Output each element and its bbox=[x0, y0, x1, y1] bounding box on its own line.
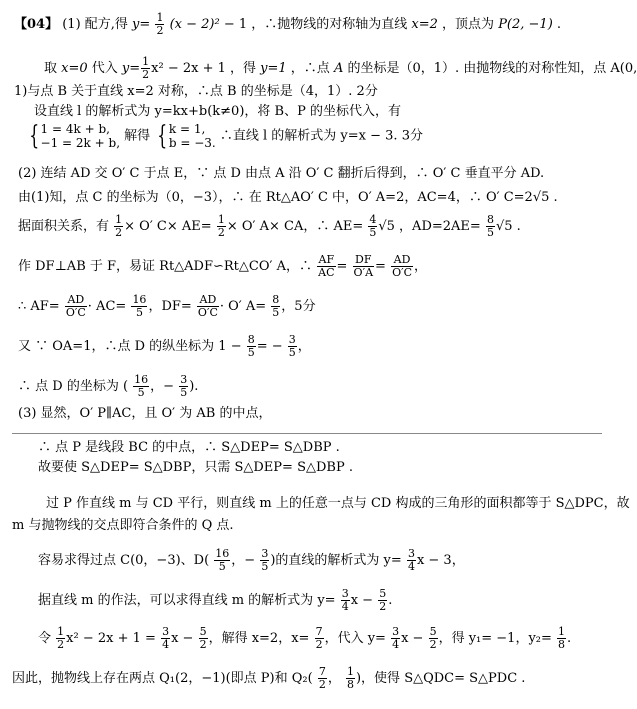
frac-half: $\frac{1}{2}$ bbox=[156, 11, 164, 37]
line-m-line: 据直线 m 的作法，可以求得直线 m 的解析式为 y= $\frac{3}{4}$ x − $\frac{5}{2}$ . bbox=[38, 587, 393, 613]
d-ordinate-line: 又 ∵ OA=1，∴点 D 的纵坐标为 1 − $\frac{8}{5}$ = − $\frac{3}{5}$ ， bbox=[18, 333, 311, 359]
divider bbox=[12, 433, 602, 434]
d-coordinate-line: ∴ 点 D 的坐标为 ( $\frac{16}{5}$ ，− $\frac{3}{5}$ ). bbox=[18, 373, 199, 399]
area-relation-line: 据面积关系，有 $\frac{1}{2}$ × O′ C× AE= $\frac{1}{2}$ × O′ A× CA，∴ AE= $\frac{4}{5}$ √5 ，AD=2AE= $\frac{8}{5}$ √5 . bbox=[18, 213, 521, 239]
part2-line: (2) 连结 AD 交 O′ C 于点 E，∵ 点 D 由点 A 沿 O′ C 翻折后得到，∴ O′ C 垂直平分 AD. bbox=[18, 166, 545, 181]
point-a-line: 取 x=0 代入 y= $\frac{1}{2}$ x² − 2x + 1 ，得 y=1 ，∴点 A 的坐标是（0，1）. 由抛物线的对称性知，点 A(0, bbox=[44, 55, 637, 81]
midpoint-line: ∴ 点 P 是线段 BC 的中点，∴ S△DEP= S△DBP . bbox=[38, 440, 340, 455]
system-line: { 1 = 4k + b, −1 = 2k + b, 解得 { k = 1, b = −3. ∴直线 l 的解析式为 y=x − 3. 3分 bbox=[29, 121, 423, 151]
part1-line: 【04】 (1) 配方,得 y= $\frac{1}{2}$ (x − 2)² − 1 ，∴抛物线的对称轴为直线 x=2 ，顶点为 P(2, −1) . bbox=[14, 11, 562, 37]
point-b-line: 1)与点 B 关于直线 x=2 对称，∴点 B 的坐标是（4，1）. 2分 bbox=[14, 84, 378, 99]
point-c-line: 由(1)知，点 C 的坐标为（0，−3），∴ 在 Rt△AO′ C 中，O′ A=2，AC=4，∴ O′ C=2√5 . bbox=[18, 190, 558, 205]
af-df-line: ∴ AF= $\frac{AD}{O'C}$ · AC= $\frac{16}{5}$ ，DF= $\frac{AD}{O'C}$ · O′ A= $\frac{8}{5}$ ，5分 bbox=[18, 293, 316, 319]
condition-line: 故要使 S△DEP= S△DBP，只需 S△DEP= S△DBP . bbox=[38, 460, 353, 475]
problem-number: 【04】 bbox=[14, 17, 59, 32]
line-l-setup: 设直线 l 的解析式为 y=kx+b(k≠0)，将 B、P 的坐标代入，有 bbox=[34, 104, 401, 119]
part3-line: (3) 显然，O′ P∥AC，且 O′ 为 AB 的中点， bbox=[18, 406, 272, 421]
conclusion-line: 因此，抛物线上存在两点 Q₁(2，−1)(即点 P)和 Q₂( $\frac{7}{2}$ ， $\frac{1}{8}$ )，使得 S△QDC= S△PDC . bbox=[12, 665, 526, 691]
similarity-line: 作 DF⊥AB 于 F，易证 Rt△ADF∽Rt△CO′ A，∴ $\frac{AF}{AC}$ = $\frac{DF}{O'A}$ = $\frac{AD}{O'C}$ ， bbox=[18, 253, 428, 279]
parallel-line: 过 P 作直线 m 与 CD 平行，则直线 m 上的任意一点与 CD 构成的三角形的面积都等于 S△DPC，故 bbox=[46, 496, 630, 511]
solve-line: 令 $\frac{1}{2}$ x² − 2x + 1 = $\frac{3}{4}$ x − $\frac{5}{2}$ ，解得 x=2，x= $\frac{7}{2}$ ，代入 y= $\frac{3}{4}$ x − $\frac{5}{2}$ ，得 y₁= −1，y₂= $\frac{1}{8}$ . bbox=[38, 625, 572, 651]
q-point-line: m 与抛物线的交点即符合条件的 Q 点. bbox=[12, 518, 234, 533]
line-cd-line: 容易求得过点 C(0，−3)、D( $\frac{16}{5}$ ，− $\frac{3}{5}$ )的直线的解析式为 y= $\frac{3}{4}$ x − 3， bbox=[38, 547, 465, 573]
